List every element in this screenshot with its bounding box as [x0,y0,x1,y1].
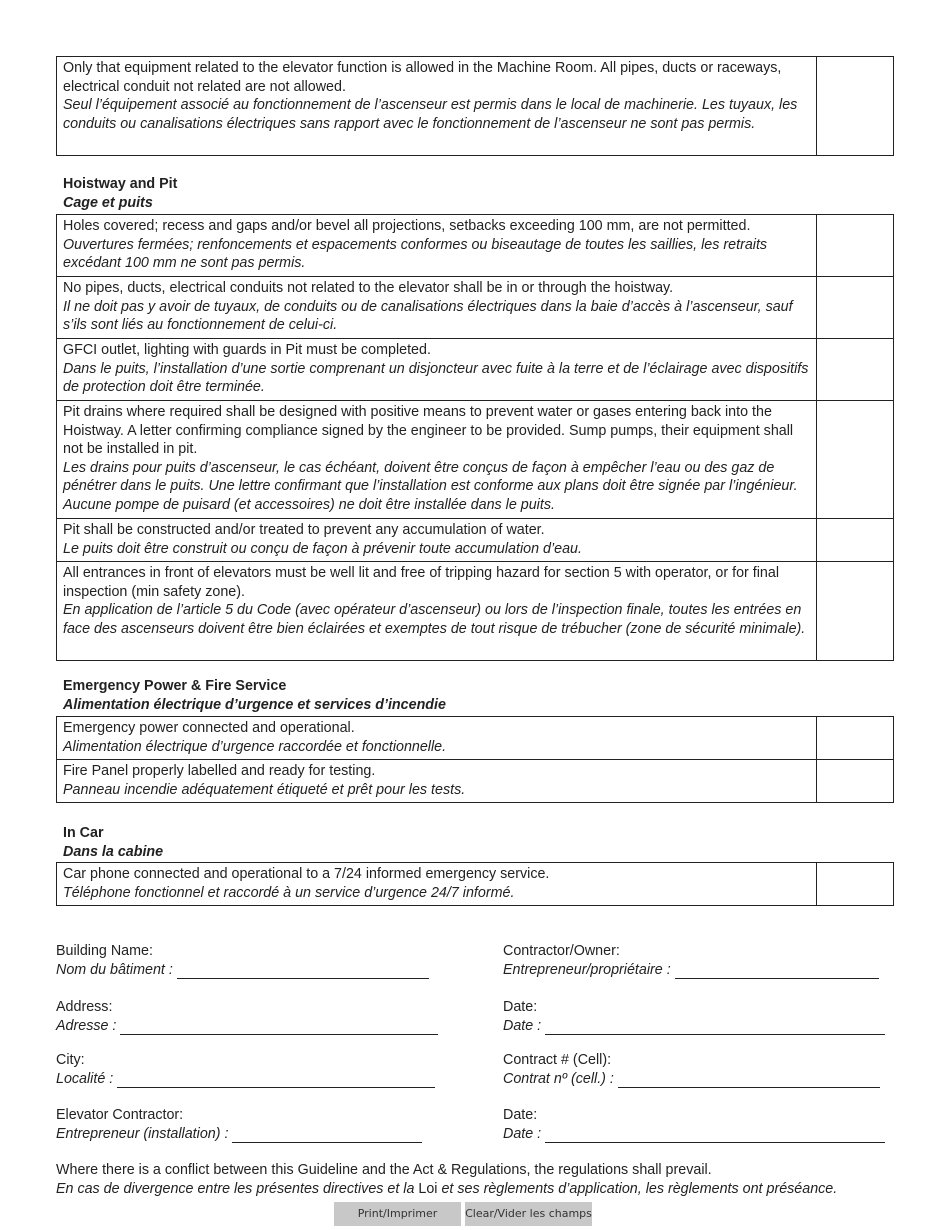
item-en: All entrances in front of elevators must be well lit and free of tripping hazard for section 5 with operator, or for final inspection (min safety zone). [63,565,780,600]
item-fr: Le puits doit être construit ou conçu de façon à prévenir toute accumulation d’eau. [63,540,582,557]
field-label-fr: Entrepreneur/propriétaire : [503,961,671,978]
field-label-en: Contractor/Owner: [503,943,620,959]
hoistway-table [56,214,894,661]
field-label-fr: Date : [503,1017,542,1034]
field-label-fr: Date : [503,1125,542,1142]
field-label-fr: Localité : [56,1070,114,1087]
field-label-en: Address: [56,999,113,1015]
field-label-fr: Adresse : [56,1017,117,1034]
section-heading-fr: Alimentation électrique d’urgence et services d’incendie [63,696,446,713]
check-box[interactable] [817,863,893,905]
item-fr: Panneau incendie adéquatement étiqueté et prêt pour les tests. [63,781,466,798]
address-field [56,998,438,1035]
section-heading-en: Emergency Power & Fire Service [63,678,287,694]
checklist-item-text [57,519,817,561]
item-en: Only that equipment related to the elevator function is allowed in the Machine Room. All pipes, ducts or raceways, electrical conduit not related are not allowed. [63,60,782,95]
in-car-heading [63,824,163,861]
field-label-fr: Nom du bâtiment : [56,961,173,978]
building-name-field [56,942,429,979]
checklist-item-text [57,277,817,338]
field-label-en: Date: [503,1107,538,1123]
date-input-1[interactable] [545,1020,885,1035]
check-box[interactable] [817,519,893,561]
date-field-1 [503,998,885,1035]
checklist-row [57,400,893,518]
check-box[interactable] [817,717,893,759]
elevator-contractor-input[interactable] [232,1128,422,1143]
item-fr: Téléphone fonctionnel et raccordé à un service d’urgence 24/7 informé. [63,884,515,901]
clear-fields-button[interactable]: Clear/Vider les champs [465,1202,592,1226]
checklist-row [57,863,893,905]
contractor-owner-field [503,942,879,979]
checklist-item-text [57,562,817,660]
field-label-fr: Contrat nº (cell.) : [503,1070,614,1087]
contract-number-field [503,1051,880,1088]
checklist-item-text [57,339,817,400]
check-box[interactable] [817,215,893,276]
print-button[interactable]: Print/Imprimer [334,1202,461,1226]
hoistway-heading [63,175,177,212]
checklist-item-text [57,760,817,802]
item-fr: Dans le puits, l’installation d’une sortie comprenant un disjoncteur avec fuite à la terre et de l’éclairage avec dispositifs de protection doit être terminée. [63,360,809,395]
item-fr: Alimentation électrique d’urgence raccordée et fonctionnelle. [63,738,447,755]
item-en: Emergency power connected and operational. [63,720,355,736]
checklist-item-text [57,401,817,518]
item-en: Holes covered; recess and gaps and/or bevel all projections, setbacks exceeding 100 mm, are not permitted. [63,218,751,234]
section-heading-en: In Car [63,825,104,841]
item-en: Pit shall be constructed and/or treated to prevent any accumulation of water. [63,522,545,538]
item-en: GFCI outlet, lighting with guards in Pit must be completed. [63,342,431,358]
checklist-item-text [57,57,817,155]
item-en: Fire Panel properly labelled and ready for testing. [63,763,376,779]
in-car-table [56,862,894,906]
checklist-row [57,561,893,660]
checklist-row [57,57,893,155]
item-fr: Ouvertures fermées; renfoncements et espacements conformes ou biseautage de toutes les saillies, les retraits excédant 100 mm ne sont pas permis. [63,236,768,271]
building-name-input[interactable] [177,964,429,979]
check-box[interactable] [817,401,893,518]
note-en: Where there is a conflict between this Guideline and the Act & Regulations, the regulations shall prevail. [56,1162,712,1178]
checklist-item-text [57,215,817,276]
address-input[interactable] [120,1020,438,1035]
checklist-row [57,518,893,561]
note-fr-law: Loi [418,1180,438,1197]
machine-room-table [56,56,894,156]
check-box[interactable] [817,277,893,338]
section-heading-fr: Cage et puits [63,194,153,211]
checklist-item-text [57,863,817,905]
conflict-note [56,1161,837,1198]
emergency-table [56,716,894,803]
note-fr-part: En cas de divergence entre les présentes directives et la [56,1180,419,1197]
date-field-2 [503,1106,885,1143]
contractor-owner-input[interactable] [675,964,879,979]
item-en: No pipes, ducts, electrical conduits not related to the elevator shall be in or through the hoistway. [63,280,674,296]
item-fr: En application de l’article 5 du Code (avec opérateur d’ascenseur) ou lors de l’inspection finale, toutes les entrées en face des ascenseurs doivent être bien éclairées et exemptes de tout risque de trébucher (zone de sécurité minimale). [63,602,806,637]
check-box[interactable] [817,562,893,660]
checklist-row [57,276,893,338]
checklist-row [57,338,893,400]
emergency-heading [63,677,446,714]
contract-number-input[interactable] [618,1073,880,1088]
date-input-2[interactable] [545,1128,885,1143]
checklist-item-text [57,717,817,759]
elevator-contractor-field [56,1106,422,1143]
checklist-row [57,717,893,759]
item-fr: Il ne doit pas y avoir de tuyaux, de conduits ou de canalisations électriques dans la baie d’accès à l’ascenseur, sauf s’ils sont liés au fonctionnement de celui-ci. [63,298,793,333]
item-en: Pit drains where required shall be designed with positive means to prevent water or gases entering back into the Hoistway. A letter confirming compliance signed by the engineer to be provided. Sump pumps, their equipment shall not be installed in pit. [63,404,794,457]
check-box[interactable] [817,760,893,802]
field-label-en: City: [56,1052,85,1068]
field-label-en: Date: [503,999,538,1015]
check-box[interactable] [817,57,893,155]
city-input[interactable] [117,1073,435,1088]
field-label-en: Building Name: [56,943,153,959]
item-fr: Seul l’équipement associé au fonctionnement de l’ascenseur est permis dans le local de machinerie. Les tuyaux, les conduits ou canalisations électriques sans rapport avec le fonctionnement de l’ascenseur ne sont pas permis. [63,97,798,132]
checklist-row [57,215,893,276]
note-fr-part: et ses règlements d’application, les règlements ont préséance. [437,1180,838,1197]
section-heading-en: Hoistway and Pit [63,176,178,192]
field-label-en: Elevator Contractor: [56,1107,184,1123]
field-label-fr: Entrepreneur (installation) : [56,1125,229,1142]
item-fr: Les drains pour puits d’ascenseur, le cas échéant, doivent être conçus de façon à empêcher l’eau ou des gaz de pénétrer dans le puits. Une lettre confirmant que l’installation est conforme aux plans doit être signée par l’ingénieur. Aucune pompe de puisard (et accessoires) ne doit être installée dans le puits. [63,459,798,513]
check-box[interactable] [817,339,893,400]
item-en: Car phone connected and operational to a 7/24 informed emergency service. [63,866,550,882]
section-heading-fr: Dans la cabine [63,843,164,860]
city-field [56,1051,435,1088]
field-label-en: Contract # (Cell): [503,1052,612,1068]
checklist-row [57,759,893,802]
